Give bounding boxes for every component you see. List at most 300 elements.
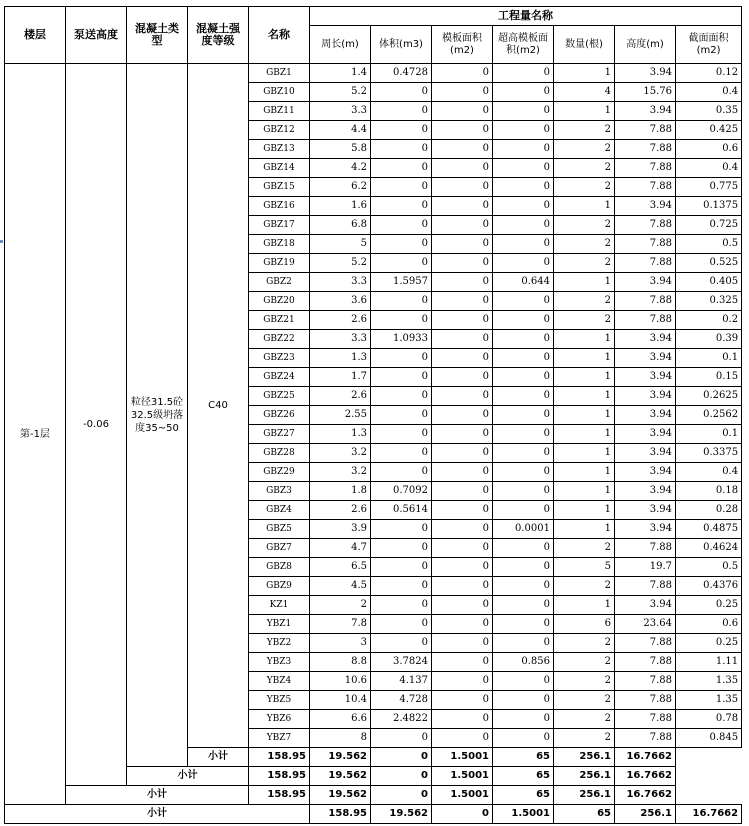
count-cell[interactable]: 1 [554,444,615,463]
formwork-area-cell[interactable]: 0 [432,691,493,710]
subtotal-section-area-cell[interactable]: 16.7662 [615,767,676,786]
formwork-area-cell[interactable]: 0 [432,216,493,235]
formwork-area-cell[interactable]: 0 [432,653,493,672]
perimeter-cell[interactable]: 6.2 [310,178,371,197]
perimeter-cell[interactable]: 1.3 [310,425,371,444]
volume-cell[interactable]: 0.4728 [371,64,432,83]
subtotal-height-cell[interactable]: 256.1 [615,805,676,824]
subtotal-formwork-area-cell[interactable]: 0 [432,805,493,824]
perimeter-cell[interactable]: 6.8 [310,216,371,235]
section-area-cell[interactable]: 0.405 [676,273,742,292]
section-area-cell[interactable]: 0.78 [676,710,742,729]
count-cell[interactable]: 2 [554,159,615,178]
height-cell[interactable]: 7.88 [615,178,676,197]
name-cell[interactable]: GBZ2 [249,273,310,292]
formwork-area-cell[interactable]: 0 [432,558,493,577]
count-cell[interactable]: 2 [554,121,615,140]
overheight-formwork-cell[interactable]: 0 [493,140,554,159]
overheight-formwork-cell[interactable]: 0 [493,349,554,368]
count-cell[interactable]: 1 [554,273,615,292]
formwork-area-cell[interactable]: 0 [432,482,493,501]
section-area-cell[interactable]: 0.4875 [676,520,742,539]
section-area-cell[interactable]: 0.6 [676,615,742,634]
perimeter-cell[interactable]: 4.5 [310,577,371,596]
subtotal-perimeter-cell[interactable]: 158.95 [249,786,310,805]
name-cell[interactable]: GBZ10 [249,83,310,102]
perimeter-cell[interactable]: 3.9 [310,520,371,539]
perimeter-cell[interactable]: 1.6 [310,197,371,216]
perimeter-cell[interactable]: 2.6 [310,311,371,330]
overheight-formwork-cell[interactable]: 0 [493,710,554,729]
perimeter-cell[interactable]: 10.4 [310,691,371,710]
volume-cell[interactable]: 0 [371,387,432,406]
volume-cell[interactable]: 1.0933 [371,330,432,349]
height-cell[interactable]: 7.88 [615,653,676,672]
formwork-area-cell[interactable]: 0 [432,634,493,653]
height-cell[interactable]: 3.94 [615,349,676,368]
section-area-cell[interactable]: 0.1375 [676,197,742,216]
name-cell[interactable]: GBZ22 [249,330,310,349]
height-cell[interactable]: 7.88 [615,121,676,140]
perimeter-cell[interactable]: 5.2 [310,254,371,273]
subtotal-label[interactable]: 小计 [66,786,249,805]
perimeter-cell[interactable]: 3.3 [310,330,371,349]
overheight-formwork-cell[interactable]: 0.644 [493,273,554,292]
name-cell[interactable]: YBZ7 [249,729,310,748]
height-cell[interactable]: 3.94 [615,330,676,349]
section-area-cell[interactable]: 0.28 [676,501,742,520]
volume-cell[interactable]: 2.4822 [371,710,432,729]
subtotal-perimeter-cell[interactable]: 158.95 [249,767,310,786]
overheight-formwork-cell[interactable]: 0 [493,539,554,558]
formwork-area-cell[interactable]: 0 [432,577,493,596]
formwork-area-cell[interactable]: 0 [432,349,493,368]
perimeter-cell[interactable]: 3.3 [310,273,371,292]
section-area-cell[interactable]: 0.1 [676,425,742,444]
height-cell[interactable]: 7.88 [615,710,676,729]
count-cell[interactable]: 1 [554,463,615,482]
name-cell[interactable]: GBZ21 [249,311,310,330]
subtotal-height-cell[interactable]: 256.1 [554,767,615,786]
formwork-area-cell[interactable]: 0 [432,330,493,349]
overheight-formwork-cell[interactable]: 0 [493,330,554,349]
perimeter-cell[interactable]: 4.4 [310,121,371,140]
section-area-cell[interactable]: 0.35 [676,102,742,121]
formwork-area-cell[interactable]: 0 [432,425,493,444]
name-cell[interactable]: YBZ6 [249,710,310,729]
name-cell[interactable]: GBZ25 [249,387,310,406]
formwork-area-cell[interactable]: 0 [432,311,493,330]
overheight-formwork-cell[interactable]: 0 [493,64,554,83]
overheight-formwork-cell[interactable]: 0 [493,368,554,387]
formwork-area-cell[interactable]: 0 [432,710,493,729]
formwork-area-cell[interactable]: 0 [432,197,493,216]
subtotal-count-cell[interactable]: 65 [493,786,554,805]
formwork-area-cell[interactable]: 0 [432,121,493,140]
section-area-cell[interactable]: 0.845 [676,729,742,748]
name-cell[interactable]: GBZ8 [249,558,310,577]
name-cell[interactable]: GBZ13 [249,140,310,159]
overheight-formwork-cell[interactable]: 0 [493,501,554,520]
volume-cell[interactable]: 4.137 [371,672,432,691]
formwork-area-cell[interactable]: 0 [432,596,493,615]
count-cell[interactable]: 2 [554,311,615,330]
formwork-area-cell[interactable]: 0 [432,520,493,539]
height-cell[interactable]: 3.94 [615,64,676,83]
subtotal-volume-cell[interactable]: 19.562 [310,786,371,805]
height-cell[interactable]: 7.88 [615,216,676,235]
height-cell[interactable]: 23.64 [615,615,676,634]
count-cell[interactable]: 1 [554,64,615,83]
perimeter-cell[interactable]: 8 [310,729,371,748]
pump-height-cell[interactable]: -0.06 [66,64,127,786]
height-cell[interactable]: 7.88 [615,634,676,653]
formwork-area-cell[interactable]: 0 [432,615,493,634]
overheight-formwork-cell[interactable]: 0 [493,311,554,330]
volume-cell[interactable]: 0 [371,425,432,444]
volume-cell[interactable]: 0 [371,197,432,216]
subtotal-volume-cell[interactable]: 19.562 [310,767,371,786]
section-area-cell[interactable]: 0.4 [676,83,742,102]
overheight-formwork-cell[interactable]: 0 [493,216,554,235]
section-area-cell[interactable]: 1.35 [676,691,742,710]
section-area-cell[interactable]: 0.5 [676,558,742,577]
name-cell[interactable]: GBZ9 [249,577,310,596]
perimeter-cell[interactable]: 10.6 [310,672,371,691]
volume-cell[interactable]: 0 [371,729,432,748]
overheight-formwork-cell[interactable]: 0 [493,197,554,216]
subtotal-perimeter-cell[interactable]: 158.95 [310,805,371,824]
count-cell[interactable]: 1 [554,330,615,349]
height-cell[interactable]: 3.94 [615,273,676,292]
perimeter-cell[interactable]: 5.2 [310,83,371,102]
name-cell[interactable]: GBZ16 [249,197,310,216]
height-cell[interactable]: 3.94 [615,102,676,121]
name-cell[interactable]: GBZ24 [249,368,310,387]
subtotal-formwork-area-cell[interactable]: 0 [371,786,432,805]
formwork-area-cell[interactable]: 0 [432,292,493,311]
perimeter-cell[interactable]: 2.55 [310,406,371,425]
subtotal-overheight-formwork-cell[interactable]: 1.5001 [493,805,554,824]
height-cell[interactable]: 3.94 [615,520,676,539]
count-cell[interactable]: 1 [554,520,615,539]
floor-cell[interactable]: 第-1层 [5,64,66,805]
count-cell[interactable]: 2 [554,235,615,254]
perimeter-cell[interactable]: 7.8 [310,615,371,634]
formwork-area-cell[interactable]: 0 [432,463,493,482]
perimeter-cell[interactable]: 3.2 [310,463,371,482]
volume-cell[interactable]: 0 [371,368,432,387]
subtotal-formwork-area-cell[interactable]: 0 [371,748,432,767]
subtotal-formwork-area-cell[interactable]: 0 [371,767,432,786]
perimeter-cell[interactable]: 1.4 [310,64,371,83]
name-cell[interactable]: YBZ4 [249,672,310,691]
height-cell[interactable]: 7.88 [615,254,676,273]
volume-cell[interactable]: 0 [371,577,432,596]
count-cell[interactable]: 6 [554,615,615,634]
overheight-formwork-cell[interactable]: 0 [493,482,554,501]
height-cell[interactable]: 7.88 [615,292,676,311]
formwork-area-cell[interactable]: 0 [432,178,493,197]
overheight-formwork-cell[interactable]: 0 [493,406,554,425]
volume-cell[interactable]: 0 [371,463,432,482]
section-area-cell[interactable]: 0.25 [676,634,742,653]
volume-cell[interactable]: 0 [371,558,432,577]
overheight-formwork-cell[interactable]: 0.0001 [493,520,554,539]
count-cell[interactable]: 5 [554,558,615,577]
section-area-cell[interactable]: 0.2562 [676,406,742,425]
overheight-formwork-cell[interactable]: 0.856 [493,653,554,672]
subtotal-section-area-cell[interactable]: 16.7662 [676,805,742,824]
subtotal-label[interactable]: 小计 [5,805,310,824]
overheight-formwork-cell[interactable]: 0 [493,102,554,121]
volume-cell[interactable]: 0 [371,615,432,634]
count-cell[interactable]: 1 [554,368,615,387]
volume-cell[interactable]: 0 [371,159,432,178]
name-cell[interactable]: GBZ17 [249,216,310,235]
section-area-cell[interactable]: 0.4 [676,159,742,178]
section-area-cell[interactable]: 0.6 [676,140,742,159]
volume-cell[interactable]: 0.5614 [371,501,432,520]
height-cell[interactable]: 3.94 [615,463,676,482]
volume-cell[interactable]: 0 [371,102,432,121]
height-cell[interactable]: 3.94 [615,596,676,615]
volume-cell[interactable]: 4.728 [371,691,432,710]
count-cell[interactable]: 1 [554,425,615,444]
overheight-formwork-cell[interactable]: 0 [493,159,554,178]
section-area-cell[interactable]: 0.775 [676,178,742,197]
section-area-cell[interactable]: 0.25 [676,596,742,615]
formwork-area-cell[interactable]: 0 [432,254,493,273]
section-area-cell[interactable]: 0.12 [676,64,742,83]
name-cell[interactable]: GBZ7 [249,539,310,558]
height-cell[interactable]: 3.94 [615,197,676,216]
formwork-area-cell[interactable]: 0 [432,672,493,691]
volume-cell[interactable]: 0 [371,292,432,311]
section-area-cell[interactable]: 0.2625 [676,387,742,406]
section-area-cell[interactable]: 0.18 [676,482,742,501]
subtotal-volume-cell[interactable]: 19.562 [310,748,371,767]
overheight-formwork-cell[interactable]: 0 [493,691,554,710]
name-cell[interactable]: GBZ26 [249,406,310,425]
section-area-cell[interactable]: 0.1 [676,349,742,368]
name-cell[interactable]: GBZ19 [249,254,310,273]
concrete-type-cell[interactable]: 粒径31.5砼32.5级坍落度35~50 [127,64,188,767]
section-area-cell[interactable]: 1.11 [676,653,742,672]
volume-cell[interactable]: 0 [371,311,432,330]
height-cell[interactable]: 3.94 [615,444,676,463]
height-cell[interactable]: 7.88 [615,539,676,558]
name-cell[interactable]: GBZ27 [249,425,310,444]
count-cell[interactable]: 1 [554,349,615,368]
section-area-cell[interactable]: 0.525 [676,254,742,273]
height-cell[interactable]: 7.88 [615,672,676,691]
perimeter-cell[interactable]: 2 [310,596,371,615]
count-cell[interactable]: 1 [554,482,615,501]
volume-cell[interactable]: 0 [371,254,432,273]
subtotal-section-area-cell[interactable]: 16.7662 [615,748,676,767]
formwork-area-cell[interactable]: 0 [432,368,493,387]
concrete-grade-cell[interactable]: C40 [188,64,249,748]
volume-cell[interactable]: 0 [371,634,432,653]
name-cell[interactable]: GBZ29 [249,463,310,482]
formwork-area-cell[interactable]: 0 [432,83,493,102]
overheight-formwork-cell[interactable]: 0 [493,292,554,311]
name-cell[interactable]: YBZ1 [249,615,310,634]
height-cell[interactable]: 7.88 [615,159,676,178]
perimeter-cell[interactable]: 3.3 [310,102,371,121]
volume-cell[interactable]: 3.7824 [371,653,432,672]
volume-cell[interactable]: 0 [371,444,432,463]
perimeter-cell[interactable]: 2.6 [310,501,371,520]
count-cell[interactable]: 2 [554,178,615,197]
formwork-area-cell[interactable]: 0 [432,444,493,463]
subtotal-overheight-formwork-cell[interactable]: 1.5001 [432,767,493,786]
volume-cell[interactable]: 0 [371,216,432,235]
perimeter-cell[interactable]: 5 [310,235,371,254]
overheight-formwork-cell[interactable]: 0 [493,463,554,482]
formwork-area-cell[interactable]: 0 [432,140,493,159]
name-cell[interactable]: YBZ2 [249,634,310,653]
count-cell[interactable]: 4 [554,83,615,102]
count-cell[interactable]: 2 [554,653,615,672]
count-cell[interactable]: 2 [554,729,615,748]
volume-cell[interactable]: 0 [371,121,432,140]
perimeter-cell[interactable]: 6.6 [310,710,371,729]
formwork-area-cell[interactable]: 0 [432,387,493,406]
volume-cell[interactable]: 0 [371,83,432,102]
count-cell[interactable]: 1 [554,406,615,425]
height-cell[interactable]: 3.94 [615,406,676,425]
volume-cell[interactable]: 0 [371,235,432,254]
section-area-cell[interactable]: 0.5 [676,235,742,254]
height-cell[interactable]: 3.94 [615,425,676,444]
name-cell[interactable]: GBZ5 [249,520,310,539]
section-area-cell[interactable]: 0.3375 [676,444,742,463]
subtotal-height-cell[interactable]: 256.1 [554,748,615,767]
subtotal-perimeter-cell[interactable]: 158.95 [249,748,310,767]
name-cell[interactable]: GBZ15 [249,178,310,197]
overheight-formwork-cell[interactable]: 0 [493,178,554,197]
subtotal-section-area-cell[interactable]: 16.7662 [615,786,676,805]
section-area-cell[interactable]: 0.4 [676,463,742,482]
height-cell[interactable]: 7.88 [615,577,676,596]
perimeter-cell[interactable]: 3 [310,634,371,653]
section-area-cell[interactable]: 0.39 [676,330,742,349]
count-cell[interactable]: 2 [554,216,615,235]
section-area-cell[interactable]: 0.4624 [676,539,742,558]
perimeter-cell[interactable]: 1.8 [310,482,371,501]
overheight-formwork-cell[interactable]: 0 [493,235,554,254]
count-cell[interactable]: 1 [554,197,615,216]
count-cell[interactable]: 2 [554,634,615,653]
formwork-area-cell[interactable]: 0 [432,235,493,254]
section-area-cell[interactable]: 0.725 [676,216,742,235]
count-cell[interactable]: 2 [554,539,615,558]
subtotal-count-cell[interactable]: 65 [493,748,554,767]
name-cell[interactable]: KZ1 [249,596,310,615]
name-cell[interactable]: GBZ18 [249,235,310,254]
volume-cell[interactable]: 0.7092 [371,482,432,501]
count-cell[interactable]: 2 [554,577,615,596]
formwork-area-cell[interactable]: 0 [432,102,493,121]
section-area-cell[interactable]: 0.325 [676,292,742,311]
formwork-area-cell[interactable]: 0 [432,539,493,558]
name-cell[interactable]: YBZ3 [249,653,310,672]
height-cell[interactable]: 15.76 [615,83,676,102]
overheight-formwork-cell[interactable]: 0 [493,121,554,140]
overheight-formwork-cell[interactable]: 0 [493,672,554,691]
subtotal-label[interactable]: 小计 [188,748,249,767]
volume-cell[interactable]: 0 [371,140,432,159]
count-cell[interactable]: 2 [554,672,615,691]
count-cell[interactable]: 1 [554,501,615,520]
name-cell[interactable]: GBZ3 [249,482,310,501]
overheight-formwork-cell[interactable]: 0 [493,615,554,634]
volume-cell[interactable]: 0 [371,178,432,197]
name-cell[interactable]: GBZ14 [249,159,310,178]
section-area-cell[interactable]: 0.15 [676,368,742,387]
overheight-formwork-cell[interactable]: 0 [493,596,554,615]
perimeter-cell[interactable]: 3.2 [310,444,371,463]
height-cell[interactable]: 19.7 [615,558,676,577]
volume-cell[interactable]: 0 [371,539,432,558]
overheight-formwork-cell[interactable]: 0 [493,558,554,577]
section-area-cell[interactable]: 0.4376 [676,577,742,596]
subtotal-height-cell[interactable]: 256.1 [554,786,615,805]
count-cell[interactable]: 1 [554,596,615,615]
section-area-cell[interactable]: 0.425 [676,121,742,140]
height-cell[interactable]: 3.94 [615,482,676,501]
count-cell[interactable]: 2 [554,254,615,273]
name-cell[interactable]: GBZ11 [249,102,310,121]
count-cell[interactable]: 2 [554,140,615,159]
perimeter-cell[interactable]: 4.2 [310,159,371,178]
volume-cell[interactable]: 0 [371,596,432,615]
volume-cell[interactable]: 0 [371,406,432,425]
name-cell[interactable]: GBZ12 [249,121,310,140]
formwork-area-cell[interactable]: 0 [432,273,493,292]
perimeter-cell[interactable]: 4.7 [310,539,371,558]
formwork-area-cell[interactable]: 0 [432,406,493,425]
height-cell[interactable]: 3.94 [615,368,676,387]
subtotal-label[interactable]: 小计 [127,767,249,786]
volume-cell[interactable]: 0 [371,349,432,368]
section-area-cell[interactable]: 0.2 [676,311,742,330]
perimeter-cell[interactable]: 2.6 [310,387,371,406]
count-cell[interactable]: 1 [554,387,615,406]
name-cell[interactable]: GBZ4 [249,501,310,520]
perimeter-cell[interactable]: 1.3 [310,349,371,368]
height-cell[interactable]: 7.88 [615,691,676,710]
count-cell[interactable]: 2 [554,691,615,710]
formwork-area-cell[interactable]: 0 [432,729,493,748]
perimeter-cell[interactable]: 6.5 [310,558,371,577]
height-cell[interactable]: 7.88 [615,235,676,254]
formwork-area-cell[interactable]: 0 [432,159,493,178]
height-cell[interactable]: 7.88 [615,140,676,159]
section-area-cell[interactable]: 1.35 [676,672,742,691]
overheight-formwork-cell[interactable]: 0 [493,83,554,102]
count-cell[interactable]: 2 [554,710,615,729]
height-cell[interactable]: 7.88 [615,729,676,748]
height-cell[interactable]: 3.94 [615,387,676,406]
count-cell[interactable]: 2 [554,292,615,311]
height-cell[interactable]: 3.94 [615,501,676,520]
subtotal-count-cell[interactable]: 65 [554,805,615,824]
overheight-formwork-cell[interactable]: 0 [493,254,554,273]
overheight-formwork-cell[interactable]: 0 [493,425,554,444]
